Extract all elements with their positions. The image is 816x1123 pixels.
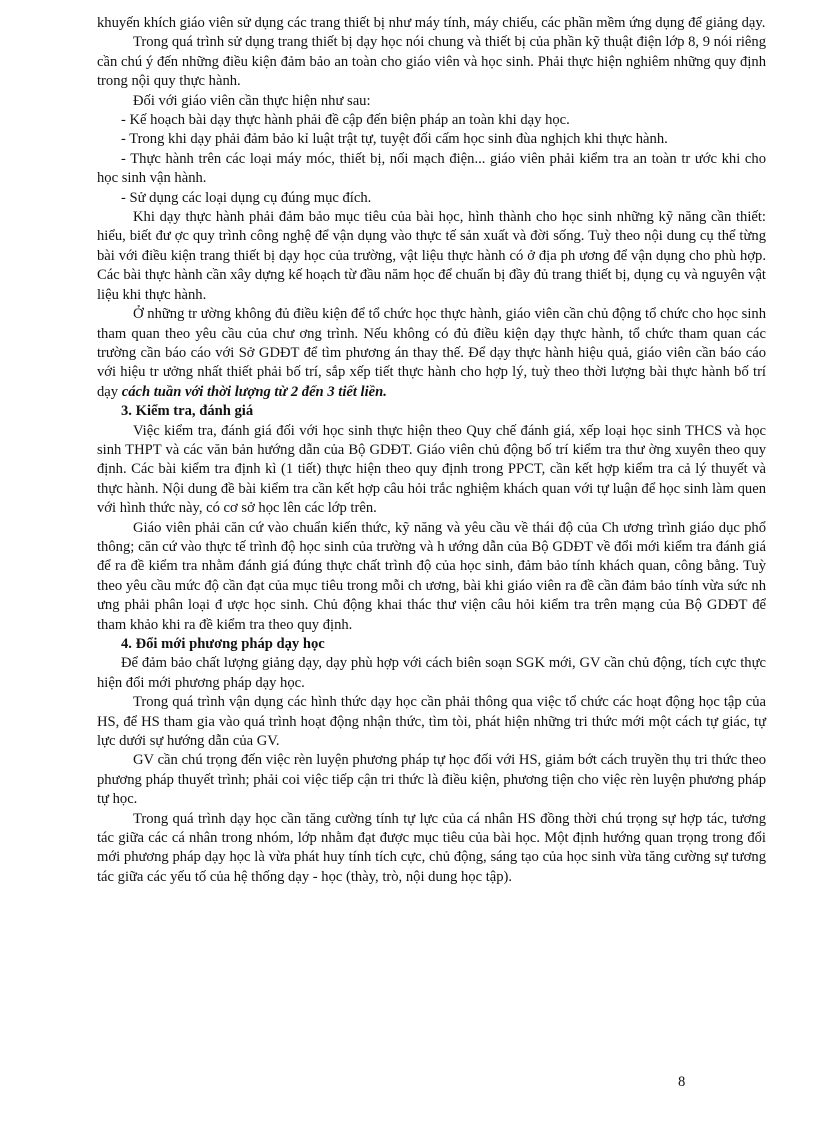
document-body [97, 14, 766, 887]
bullet-item: - Trong khi dạy phải đảm bảo kỉ luật trật tự, tuyệt đối cấm học sinh đùa nghịch khi thực hành. [121, 131, 668, 148]
page-number: 8 [678, 1074, 686, 1090]
paragraph: Để đảm bảo chất lượng giảng dạy, dạy phù hợp với cách biên soạn SGK mới, GV cần chủ động, tích cực thực hiện đổi mới phương pháp dạy học. [97, 655, 766, 691]
paragraph: Đối với giáo viên cần thực hiện như sau: [133, 92, 371, 109]
paragraph: Giáo viên phải căn cứ vào chuẩn kiến thức, kỹ năng và yêu cầu về thái độ của Ch ương trình giáo dục phổ thông; căn cứ vào thực tế trình độ học sinh của trường và h ướng dẫn của Bộ GDĐT về đổi mới kiểm tra đánh giá để ra đề kiểm tra nhằm đánh giá đúng thực chất trình độ của học sinh, đảm bảo tính khách quan, công bằng. Tuỳ theo yêu cầu mức độ cần đạt của mục tiêu trong mỗi ch ương, bài khi giáo viên ra đề cần đảm bảo tính vừa sức nh ưng phải phân loại đ ược học sinh. Chủ động khai thác thư viện câu hỏi kiểm tra trên mạng của Bộ GDĐT để tham khảo khi ra đề kiểm tra theo quy định. [97, 519, 766, 633]
bullet-item: - Kế hoạch bài dạy thực hành phải đề cập đến biện pháp an toàn khi dạy học. [121, 112, 570, 129]
paragraph: Trong quá trình dạy học cần tăng cường tính tự lực của cá nhân HS đồng thời chú trọng sự hợp tác, tương tác giữa các cá nhân trong nhóm, lớp nhằm đạt được mục tiêu của bài học. Một định hướng quan trọng trong đổi mới phương pháp dạy học là vừa phát huy tính tích cực, chủ động, sáng tạo của học sinh vừa tăng cường sự tương tác giữa các yếu tố của hệ thống dạy - học (thày, trò, nội dung học tập). [97, 810, 766, 885]
emphasized-text: cách tuần với thời lượng từ 2 đến 3 tiết liền. [121, 383, 387, 400]
section-heading: 3. Kiểm tra, đánh giá [121, 403, 254, 420]
section-heading: 4. Đổi mới phương pháp dạy học [121, 636, 325, 652]
paragraph: Trong quá trình vận dụng các hình thức dạy học cần phải thông qua việc tổ chức các hoạt động học tập của HS, để HS tham gia vào quá trình hoạt động nhận thức, tìm tòi, phát hiện những tri thức mới một cách tự giác, tự lực dưới sự hướng dẫn của GV. [97, 694, 766, 750]
paragraph: Trong quá trình sử dụng trang thiết bị dạy học nói chung và thiết bị của phần kỹ thuật điện lớp 8, 9 nói riêng cần chú ý đến những điều kiện đảm bảo an toàn cho giáo viên và học sinh. Phải thực hiện nghiêm những quy định trong nội quy thực hành. [97, 34, 766, 90]
paragraph-text: Ở những tr ường không đủ điều kiện để tổ chức học thực hành, giáo viên cần chủ động tổ chức cho học sinh tham quan theo yêu cầu của chư ơng trình. Nếu không có đủ điều kiện dạy thực hành, tổ chức tham quan các trường cần báo cáo với Sở GDĐT để tìm phương án thay thế. Để dạy thực hành hiệu quả, giáo viên cần báo cáo với hiệu tr ưởng nhất thiết phải bố trí, sắp xếp tiết thực hành cho hợp lý, tuỳ theo thời lượng bài thực hành bố trí dạy [97, 306, 766, 400]
bullet-item: - Thực hành trên các loại máy móc, thiết bị, nối mạch điện... giáo viên phải kiểm tra an toàn tr ước khi cho học sinh vận hành. [97, 150, 766, 187]
paragraph: khuyến khích giáo viên sử dụng các trang thiết bị như máy tính, máy chiếu, các phần mềm ứng dụng để giảng dạy. [97, 15, 766, 31]
bullet-item: - Sử dụng các loại dụng cụ đúng mục đích. [121, 189, 372, 206]
paragraph: Việc kiểm tra, đánh giá đối với học sinh thực hiện theo Quy chế đánh giá, xếp loại học sinh THCS và học sinh THPT và các văn bản hướng dẫn của Bộ GDĐT. Giáo viên chủ động bố trí kiểm tra thư ờng xuyên theo quy định. Các bài kiểm tra định kì (1 tiết) thực hiện theo quy định trong PPCT, cần kết hợp kiểm tra cả lý thuyết và thực hành. Nội dung đề bài kiểm tra cần kết hợp câu hỏi trắc nghiệm khách quan với tự luận để học sinh làm quen với hình thức này, có cơ sở học lên các lớp trên. [97, 422, 766, 517]
paragraph: Khi dạy thực hành phải đảm bảo mục tiêu của bài học, hình thành cho học sinh những kỹ năng cần thiết: hiểu, biết đư ợc quy trình công nghệ để vận dụng vào thực tế sản xuất và đời sống. Tuỳ theo nội dung cụ thể từng bài với điều kiện trang thiết bị dạy học của trường, vật liệu thực hành có ở địa ph ương để vận dụng cho phù hợp. Các bài thực hành cần xây dựng kế hoạch từ đầu năm học để chuẩn bị đầy đủ trang thiết bị, dụng cụ và nguyên vật liệu khi thực hành. [97, 209, 766, 303]
paragraph [97, 305, 766, 402]
paragraph: GV cần chú trọng đến việc rèn luyện phương pháp tự học đối với HS, giảm bớt cách truyền thụ tri thức theo phương pháp thuyết trình; phải coi việc tiếp cận tri thức là điều kiện, phương tiện cho việc rèn luyện phương pháp tự học. [97, 752, 766, 808]
